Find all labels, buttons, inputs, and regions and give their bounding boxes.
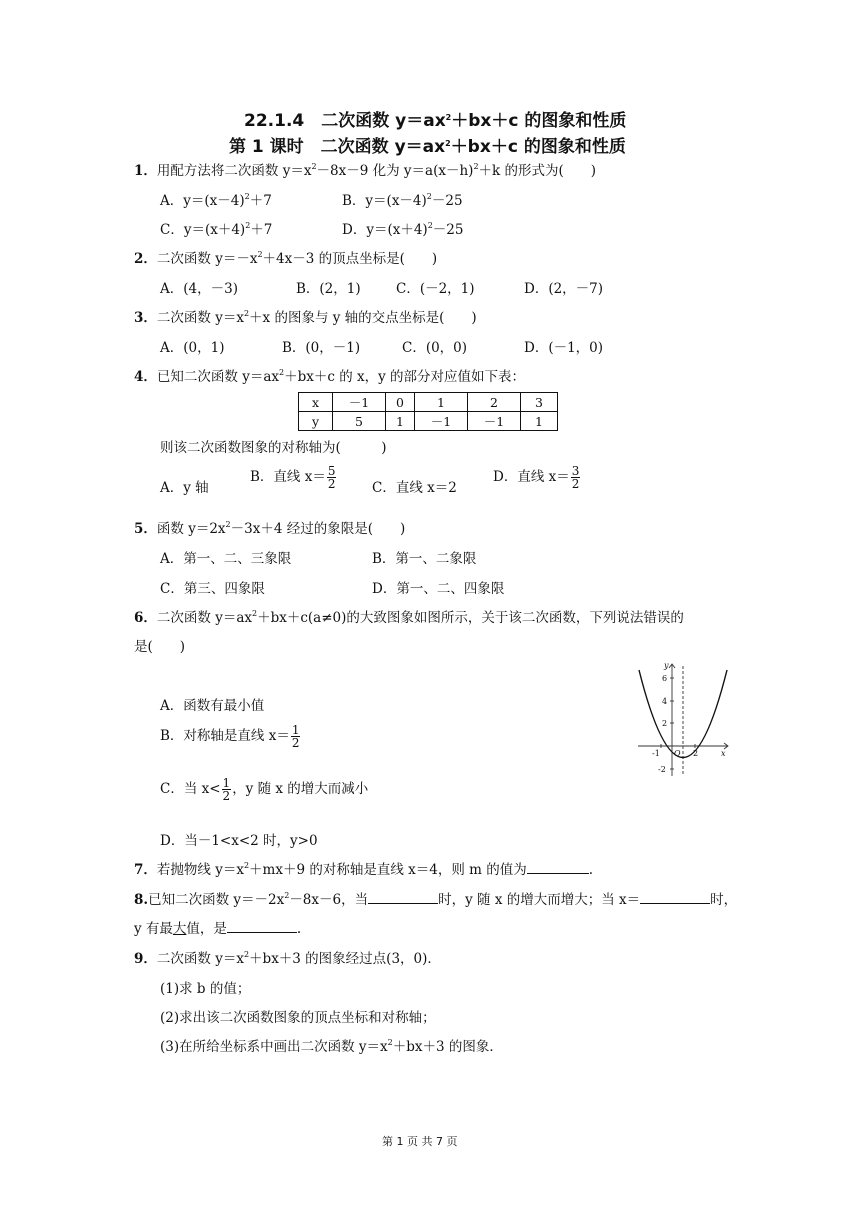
- question-3: 3．二次函数 $y=x^2+x$ 的图象与 y 轴的交点坐标是( ): [134, 309, 477, 326]
- answer-blank[interactable]: [640, 891, 710, 904]
- q5-option-d: D．第一、二、四象限: [372, 581, 505, 597]
- q6-option-c: C．当 x< $\frac{1}{2}$ ，y 随 x 的增大而减小: [160, 776, 369, 803]
- value-table: [298, 392, 558, 431]
- q2-option-c: C．(－2，1): [396, 281, 475, 297]
- q3-option-b: B．(0，－1): [282, 340, 361, 356]
- table-cell: x: [299, 393, 333, 412]
- parabola-graph: [632, 658, 736, 780]
- y-tick-label: -2: [658, 765, 666, 774]
- x-tick-label: -1: [652, 749, 660, 758]
- answer-blank[interactable]: [527, 861, 589, 874]
- table-cell: 5: [333, 412, 386, 431]
- table-cell: －1: [333, 393, 386, 412]
- question-6-line-2: 是( ): [134, 639, 186, 655]
- table-cell: 3: [521, 393, 558, 412]
- table-cell: 0: [386, 393, 415, 412]
- table-cell: 1: [415, 393, 468, 412]
- q9-part-1: (1)求 b 的值；: [160, 981, 251, 997]
- q2-option-a: A．(4，－3): [160, 281, 238, 297]
- question-5: 5．函数 $y=2x^2-3x+4$ 经过的象限是( ): [134, 520, 406, 537]
- question-9: 9．二次函数 $y=x^2+bx+3$ 的图象经过点(3，0)．: [134, 950, 441, 967]
- table-cell: 2: [468, 393, 521, 412]
- question-7: 7．若抛物线 $y=x^2+mx+9$ 的对称轴是直线 x＝4，则 m 的值为 .: [134, 861, 594, 878]
- table-cell: y: [299, 412, 333, 431]
- q5-option-a: A．第一、二、三象限: [160, 551, 292, 567]
- y-tick-label: 2: [662, 719, 668, 728]
- answer-blank[interactable]: [227, 920, 297, 933]
- table-cell: －1: [415, 412, 468, 431]
- fraction: $\frac{3}{2}$: [571, 464, 580, 491]
- title-line-2: 第 1 课时 二次函数 $y=ax^2+bx+c$ 的图象和性质: [229, 137, 626, 157]
- title-line-1: 22.1.4 二次函数 $y=ax^2+bx+c$ 的图象和性质: [244, 111, 627, 131]
- q6-option-b: B．对称轴是直线 x＝ $\frac{1}{2}$: [160, 723, 300, 750]
- q3-option-a: A．(0，1): [160, 340, 225, 356]
- q9-part-2: (2)求出该二次函数图象的顶点坐标和对称轴；: [160, 1010, 436, 1026]
- q1-option-b: B．$y=(x-4)^2-25$: [342, 192, 463, 209]
- q1-option-a: A．$y=(x-4)^2+7$: [160, 192, 272, 209]
- q4-option-c: C．直线 x＝2: [372, 480, 457, 496]
- q5-option-b: B．第一、二象限: [372, 551, 477, 567]
- fraction: $\frac{1}{2}$: [291, 723, 300, 750]
- q9-part-3: (3)在所给坐标系中画出二次函数 $y=x^2+bx+3$ 的图象．: [160, 1038, 503, 1055]
- q5-option-c: C．第三、四象限: [160, 581, 265, 597]
- question-4: 4．已知二次函数 $y=ax^2+bx+c$ 的 x，y 的部分对应值如下表：: [134, 368, 526, 385]
- question-2: 2．二次函数 $y=-x^2+4x-3$ 的顶点坐标是( ): [134, 250, 438, 267]
- q4-stem-2: 则该二次函数图象的对称轴为( ): [160, 440, 387, 456]
- q1-option-c: C．$y=(x+4)^2+7$: [160, 221, 273, 238]
- page-footer: 第 1 页 共 7 页: [382, 1135, 458, 1148]
- q4-option-d: D．直线 x＝ $\frac{3}{2}$: [493, 464, 580, 491]
- fraction: $\frac{5}{2}$: [327, 464, 336, 491]
- x-tick-label: 2: [693, 749, 699, 758]
- q1-option-d: D．$y=(x+4)^2-25$: [342, 221, 464, 238]
- q3-option-d: D．(－1，0): [524, 340, 604, 356]
- q2-option-d: D．(2，－7): [524, 281, 604, 297]
- y-tick-label: 4: [662, 697, 668, 706]
- question-8-line-2: y 有最大值，是 .: [134, 921, 302, 937]
- q6-option-d: D．当－1<x<2 时，y>0: [160, 833, 318, 849]
- table-cell: 1: [386, 412, 415, 431]
- table-cell: －1: [468, 412, 521, 431]
- x-axis-label: x: [721, 749, 726, 758]
- q2-option-b: B．(2，1): [296, 281, 361, 297]
- fraction: $\frac{1}{2}$: [222, 776, 231, 803]
- table-cell: 1: [521, 412, 558, 431]
- q4-option-b: B．直线 x＝ $\frac{5}{2}$: [250, 464, 336, 491]
- answer-blank[interactable]: [368, 891, 438, 904]
- question-8: 8.已知二次函数 $y=-2x^2-8x-6$，当 时，y 随 x 的增大而增大；当 x＝ 时，: [134, 891, 738, 908]
- question-6: 6．二次函数 $y=ax^2+bx+c(a\ne 0)$的大致图象如图所示，关于该二次函数，下列说法错误的: [134, 609, 684, 626]
- origin-label: O: [674, 749, 681, 758]
- y-axis-label: y: [664, 661, 669, 670]
- q6-option-a: A．函数有最小值: [160, 698, 265, 714]
- q4-option-a: A．y 轴: [160, 480, 209, 496]
- y-tick-label: 6: [662, 674, 668, 683]
- q3-option-c: C．(0，0): [402, 340, 468, 356]
- question-1: 1．用配方法将二次函数 $y=x^2-8x-9$ 化为 $y=a(x-h)^2+k$ 的形式为( ): [134, 162, 597, 179]
